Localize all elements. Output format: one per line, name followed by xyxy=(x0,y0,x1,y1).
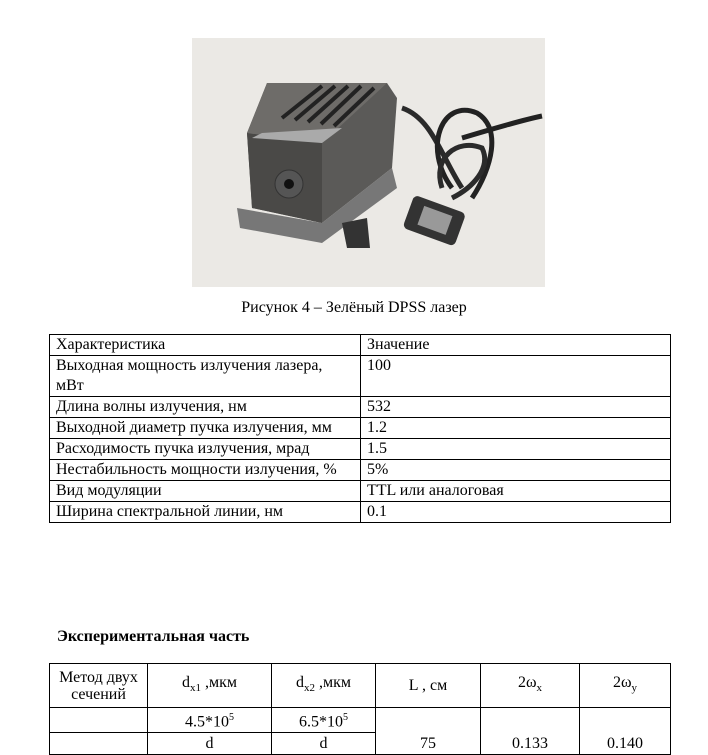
laser-photo xyxy=(192,38,545,287)
cell: 532 xyxy=(361,397,671,418)
cell: 100 xyxy=(361,356,671,397)
table-row xyxy=(50,481,671,502)
table-row xyxy=(50,439,671,460)
figure-caption: Рисунок 4 – Зелёный DPSS лазер xyxy=(241,299,467,316)
cell xyxy=(50,708,148,733)
superscript: 5 xyxy=(343,712,348,723)
cell xyxy=(50,733,148,755)
cell: Выходной диаметр пучка излучения, мм xyxy=(50,418,361,439)
header-characteristic: Характеристика xyxy=(50,335,361,356)
header-method: Метод двух сечений xyxy=(50,664,148,708)
table-header-row xyxy=(50,664,671,708)
table-row xyxy=(50,397,671,418)
unit: ,мкм xyxy=(200,673,238,691)
cell-L: 75 xyxy=(376,708,481,755)
cell: 5% xyxy=(361,460,671,481)
cell: d xyxy=(272,733,376,755)
cell: 0.1 xyxy=(361,502,671,523)
table-row xyxy=(50,708,671,733)
unit: ,мкм xyxy=(314,673,352,691)
text: 2ω xyxy=(612,673,632,691)
cell: Длина волны излучения, нм xyxy=(50,397,361,418)
header-value: Значение xyxy=(361,335,671,356)
header-dx2 xyxy=(272,664,376,708)
text: d xyxy=(181,673,190,691)
cell: 1.5 xyxy=(361,439,671,460)
cell: Вид модуляции xyxy=(50,481,361,502)
text: d xyxy=(295,673,304,691)
section-title: Экспериментальная часть xyxy=(57,628,250,645)
cell-2wx: 0.133 xyxy=(481,708,580,755)
cell: Расходимость пучка излучения, мрад xyxy=(50,439,361,460)
table-row xyxy=(50,356,671,397)
cell-dx2 xyxy=(272,708,376,733)
text: 4.5*10 xyxy=(185,713,229,731)
header-L: L , см xyxy=(376,664,481,708)
cell: TTL или аналоговая xyxy=(361,481,671,502)
cell: d xyxy=(148,733,272,755)
text: 6.5*10 xyxy=(299,713,343,731)
subscript: x2 xyxy=(303,682,315,695)
cell: Выходная мощность излучения лазера, мВт xyxy=(50,356,361,397)
cell: Нестабильность мощности излучения, % xyxy=(50,460,361,481)
text: 2ω xyxy=(517,673,537,691)
superscript: 5 xyxy=(229,712,234,723)
cell: Ширина спектральной линии, нм xyxy=(50,502,361,523)
cell: 1.2 xyxy=(361,418,671,439)
header-2wy xyxy=(580,664,671,708)
subscript: y xyxy=(631,682,638,695)
header-dx1 xyxy=(148,664,272,708)
table-row xyxy=(50,460,671,481)
subscript: x xyxy=(536,682,543,695)
cell-2wy: 0.140 xyxy=(580,708,671,755)
laser-specs-table xyxy=(49,334,671,523)
table-row xyxy=(50,502,671,523)
subscript: x1 xyxy=(189,682,201,695)
table-header-row xyxy=(50,335,671,356)
table-row xyxy=(50,418,671,439)
cell-dx1 xyxy=(148,708,272,733)
experiment-table xyxy=(49,663,671,755)
header-2wx xyxy=(481,664,580,708)
